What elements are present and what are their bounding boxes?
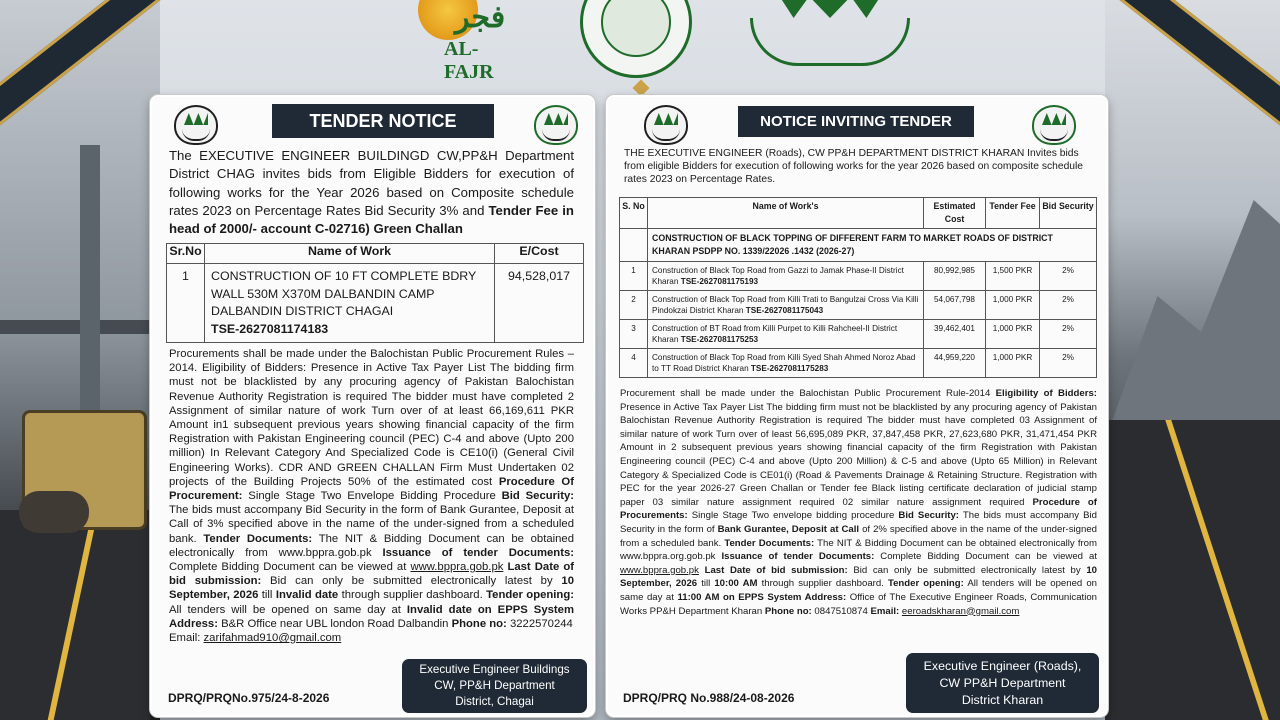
body-text: Complete Bidding Document can be viewed at (874, 551, 1098, 563)
row-security: 2% (1040, 291, 1097, 320)
road-lane-line (1165, 420, 1268, 720)
col-tender-fee: Tender Fee (986, 198, 1040, 229)
tse-number: TSE-2627081175283 (750, 364, 829, 373)
tse-number: TSE-2627081174183 (211, 321, 329, 336)
work-name: Construction of Black Top Road from Gazzi to Jamak Phase-II District Kharan (652, 266, 904, 286)
body-bold: Procedure of Procurements: (620, 496, 1097, 522)
body-text: Single Stage Two Envelope Bidding Procedure (242, 490, 502, 503)
body-bold: Invalid date (275, 589, 339, 602)
signature-line: District, Chagai (455, 695, 534, 708)
work-name: Construction of BT Road from Killi Purpet to Killi Rahcheel-II District Kharan (652, 324, 898, 344)
tender-fee-text: Tender Fee in head of 2000/- account C-02716) Green Challan (169, 202, 574, 237)
notice-body (169, 347, 574, 645)
email-link[interactable]: eeroadskharan@gmail.com (901, 605, 1020, 617)
body-bold: Issuance of tender Documents: (382, 546, 575, 559)
row-sr: 1 (620, 262, 648, 291)
seal-inner-emblem (601, 0, 671, 57)
notice-title: TENDER NOTICE (272, 104, 494, 138)
notice-intro (169, 147, 574, 238)
row-sr: 3 (620, 320, 648, 349)
row-fee: 1,500 PKR (986, 262, 1040, 291)
row-work (648, 349, 924, 378)
body-text: till (258, 589, 276, 602)
table-row (620, 291, 1097, 320)
alfajr-name: AL-FAJR (444, 38, 494, 83)
body-text: Presence in Active Tax Payer List The bidding firm must not be blacklisted by any procuring agency of Pakistan Balochistan Revenue Authority Registration is required The bidder must have completed 03 Assignment of similar nature of work Turn over of least 56,695,089 PKR, 37,847,458 PKR, 27,623,680 PKR, 31,471,454 PKR Amount in 2 subsequent previous years showing financial capacity of the firm Registration with Pakistan Engineering council (PEC) C-4 and above (Upto 200 Million) & C-5 and above (Upto 65 Million) in Relevant Category & Specialized Code is CE01(i) (Road & Pavements Drainage & Retaining Structure. Registration with PEC for the year 2026-27 Green Challan or Tender fee Black listing certificate declaration of judicial stamp paper 03 similar nature assignment required 02 similar nature assignment required (620, 401, 1097, 508)
body-text: through supplier dashboard. (757, 578, 888, 590)
body-bold: Bid Security: (898, 510, 959, 522)
tse-number: TSE-2627081175193 (680, 277, 759, 286)
body-text: All tenders will be opened on same day at (620, 578, 1097, 603)
body-text: Email: (169, 632, 204, 645)
body-text: Bid can only be submitted electronically latest by (261, 575, 562, 588)
road-lane-line (48, 510, 99, 720)
signature-block (906, 653, 1099, 713)
logo-arc (750, 18, 910, 66)
body-bold: 10 September, 2026 (169, 575, 574, 602)
mountain-peaks-icon (778, 0, 882, 18)
work-name: Construction of Black Top Road from Killi Syed Shah Ahmed Noroz Abad to TT Road District Kharan (652, 353, 916, 373)
col-bid-security: Bid Security (1040, 198, 1097, 229)
row-security: 2% (1040, 262, 1097, 291)
dprq-reference: DPRQ/PRQ No.988/24-08-2026 (623, 691, 795, 705)
body-text: through supplier dashboard. (338, 589, 487, 602)
body-text: The bids must accompany Bid Security in the form of (620, 510, 1097, 535)
government-balochistan-logo (750, 0, 910, 74)
signature-line: CW PP&H Department (939, 675, 1066, 690)
body-text: The bids must accompany Bid Security in the form of Bank Gurantee, Deposit at Call of 3% specified above in the name of the under-signed from a scheduled bank. (169, 504, 574, 545)
table-section-row (620, 229, 1097, 262)
works-table (166, 243, 584, 343)
dprq-reference: DPRQ/PRQNo.975/24-8-2026 (168, 691, 330, 705)
row-work (648, 320, 924, 349)
road-right (1105, 420, 1280, 720)
row-sr: 4 (620, 349, 648, 378)
col-estimated-cost: Estimated Cost (924, 198, 986, 229)
body-bold: 10:00 AM (714, 578, 758, 590)
notice-title: NOTICE INVITING TENDER (738, 106, 974, 137)
table-header-row (620, 198, 1097, 229)
body-bold: 10 September, 2026 (620, 564, 1097, 590)
body-bold: Email: (870, 605, 900, 617)
table-row (620, 262, 1097, 291)
body-text: till (697, 578, 715, 590)
signature-line: Executive Engineer Buildings (419, 663, 570, 676)
bppra-link[interactable]: www.bppra.gob.pk (620, 564, 699, 576)
work-name: CONSTRUCTION OF 10 FT COMPLETE BDRY WALL 530M X370M DALBANDIN CAMP DALBANDIN DISTRICT CHAGAI (211, 269, 477, 318)
body-bold: Last Date of bid submission: (698, 564, 848, 576)
row-work (205, 264, 495, 343)
row-fee: 1,000 PKR (986, 349, 1040, 378)
section-title: CONSTRUCTION OF BLACK TOPPING OF DIFFERENT FARM TO MARKET ROADS OF DISTRICT KHARAN PSDPP NO. 1339/22026 .1432 (2026-27) (648, 229, 1097, 262)
notice-inviting-tender-kharan (606, 95, 1108, 717)
balochistan-emblem-icon (534, 105, 578, 145)
phone-number: 3222570244 (506, 617, 573, 630)
signature-line: Executive Engineer (Roads), (923, 658, 1082, 673)
balochistan-emblem-icon (174, 105, 218, 145)
empty-cell (620, 229, 648, 262)
phone-number: 0847510874 (811, 605, 871, 617)
body-text: Bid can only be submitted electronically latest by (847, 564, 1087, 576)
tse-number: TSE-2627081175043 (745, 306, 824, 315)
intro-text: The EXECUTIVE ENGINEER BUILDINGD CW,PP&H Department District CHAG invites bids from Eligible Bidders for execution of following works for the Year 2026 based on Composite schedule rates 2023 on Percentage Rates Bid Security 3% and (169, 148, 574, 218)
row-security: 2% (1040, 349, 1097, 378)
body-bold: Tender opening: (887, 578, 964, 590)
header-logos (380, 0, 920, 88)
row-sr: 1 (167, 264, 205, 343)
row-cost: 94,528,017 (495, 264, 584, 343)
row-cost: 44,959,220 (924, 349, 986, 378)
alfajr-logo (400, 0, 510, 83)
row-cost: 80,992,985 (924, 262, 986, 291)
email-link[interactable]: zarifahmad910@gmail.com (203, 632, 342, 645)
roller-drum (19, 491, 89, 533)
alfajr-script: فجر (455, 1, 506, 34)
row-sr: 2 (620, 291, 648, 320)
row-cost: 39,462,401 (924, 320, 986, 349)
table-row (167, 264, 584, 343)
body-bold: Phone no: (764, 605, 812, 617)
body-text: The NIT & Bidding Document can be obtained electronically from www.bppra.gob.pk (169, 532, 574, 559)
body-text: Office of The Executive Engineer Roads, Communication Works PP&H Department Kharan (620, 591, 1097, 617)
works-table (619, 197, 1097, 378)
bppra-link[interactable]: www.bppra.gob.pk (410, 561, 504, 574)
body-bold: Eligibility of Bidders: (995, 388, 1097, 399)
bridge-deck (0, 320, 150, 334)
road-roller-image (22, 410, 147, 530)
signature-block (402, 659, 587, 713)
notice-intro: THE EXECUTIVE ENGINEER (Roads), CW PP&H DEPARTMENT DISTRICT KHARAN Invites bids from eligible Bidders for execution of following works for the year 2026 based on composite schedule rates 2023 on Percentage Rates. (624, 148, 1084, 185)
row-fee: 1,000 PKR (986, 320, 1040, 349)
bridge-tower (80, 145, 100, 425)
body-bold: 11:00 AM on EPPS System Address: (677, 591, 847, 603)
notice-body (620, 387, 1097, 618)
balochistan-emblem-icon (644, 105, 688, 145)
tender-notice-chagai (150, 95, 595, 717)
row-security: 2% (1040, 320, 1097, 349)
table-header-row (167, 244, 584, 264)
row-work (648, 262, 924, 291)
body-text: Single Stage Two envelope bidding procedure (687, 510, 899, 522)
body-text: B&R Office near UBL london Road Dalbandin (217, 617, 452, 630)
body-text: Procurement shall be made under the Balochistan Public Procurement Rule-2014 (620, 388, 996, 399)
col-name-of-works: Name of Work's (648, 198, 924, 229)
signature-line: CW, PP&H Department (434, 679, 555, 692)
body-text: Complete Bidding Document can be viewed at (169, 561, 411, 574)
row-work (648, 291, 924, 320)
row-cost: 54,067,798 (924, 291, 986, 320)
body-bold: Procedure Of Procurement: (169, 475, 574, 503)
body-text: The NIT & Bidding Document can be obtained electronically from www.bppra.org.gob.pk (620, 537, 1098, 563)
col-s-no: S. No (620, 198, 648, 229)
work-name: Construction of Black Top Road from Killi Trati to Bangulzai Cross Via Killi Pindokzai District Kharan (652, 295, 919, 315)
body-text: All tenders will be opened on same day at (169, 603, 407, 616)
table-row (620, 320, 1097, 349)
body-text: Procurements shall be made under the Balochistan Public Procurement Rules – 2014. Eligibility of Bidders: Presence in Active Tax Payer List The bidding firm must not be blacklisted by any procuring agency of Pakistan Balochistan Revenue Authority Registration is required The bidder must have completed 2 Assignment of similar nature of work Turn over of at least 66,169,611 PKR Amount in1 subsequent previous years showing financial capacity of the firm Registration with Pakistan Engineering council (PEC) C-4 and above (Upto 200 million) In Relevant Category And Specialized Code is CE10(i) (General Civil Engineering Works). CDR AND GREEN CHALLAN Firm Must Undertaken 02 projects of the Building Projects 50% of the estimated cost (169, 348, 574, 488)
body-text: of 2% specified above in the name of the under-signed from a scheduled bank. (620, 523, 1097, 549)
col-name-of-work: Name of Work (205, 244, 495, 264)
tse-number: TSE-2627081175253 (680, 335, 759, 344)
body-bold: Bank Gurantee, Deposit at Call (717, 523, 860, 535)
road-left (0, 510, 150, 720)
body-bold: Bid Security: (501, 490, 574, 503)
col-sr-no: Sr.No (167, 244, 205, 264)
body-bold: Phone no: (451, 617, 507, 630)
body-bold: Invalid date on EPPS System Address: (169, 603, 574, 630)
table-row (620, 349, 1097, 378)
balochistan-emblem-icon (1032, 105, 1076, 145)
signature-line: District Kharan (961, 692, 1044, 707)
row-fee: 1,000 PKR (986, 291, 1040, 320)
body-bold: Tender Documents: (203, 532, 313, 545)
body-bold: Tender Documents: (724, 537, 815, 549)
body-bold: Last Date of bid submission: (169, 561, 575, 588)
body-bold: Tender opening: (486, 589, 574, 602)
col-e-cost: E/Cost (495, 244, 584, 264)
dgpr-seal-icon (580, 0, 692, 78)
body-bold: Issuance of tender Documents: (721, 551, 875, 563)
